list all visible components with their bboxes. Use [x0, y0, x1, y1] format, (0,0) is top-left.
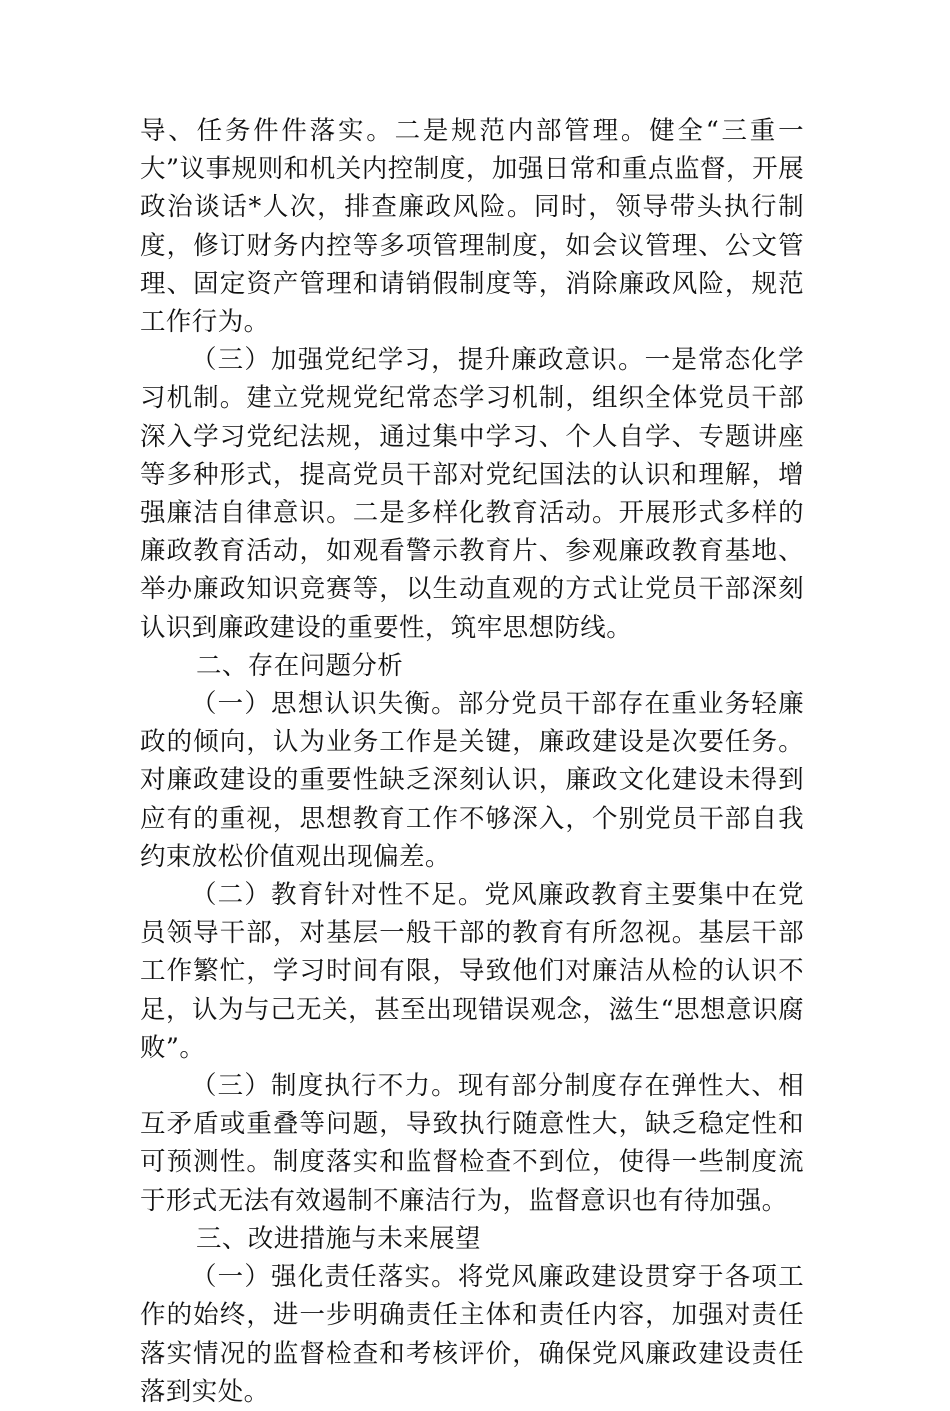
paragraph-party-discipline-study: （三）加强党纪学习，提升廉政意识。一是常态化学习机制。建立党规党纪常态学习机制，组织全体党员干部深入学习党纪法规，通过集中学习、个人自学、专题讲座等多种形式，提高党员干部对党纪国法的认识和理解，增强廉洁自律意识。二是多样化教育活动。开展形式多样的廉政教育活动，如观看警示教育片、参观廉政教育基地、举办廉政知识竞赛等，以生动直观的方式让党员干部深刻认识到廉政建设的重要性，筑牢思想防线。: [140, 345, 804, 643]
section-heading-problems: 二、存在问题分析: [196, 650, 404, 681]
paragraph-system-execution: （三）制度执行不力。现有部分制度存在弹性大、相互矛盾或重叠等问题，导致执行随意性大，缺乏稳定性和可预测性。制度落实和监督检查不到位，使得一些制度流于形式无法有效遏制不廉洁行为，监督意识也有待加强。: [140, 1071, 804, 1216]
document-body: [140, 112, 804, 1411]
section-heading-improvements: 三、改进措施与未来展望: [196, 1223, 481, 1254]
paragraph-responsibility: （一）强化责任落实。将党风廉政建设贯穿于各项工作的始终，进一步明确责任主体和责任内容，加强对责任落实情况的监督检查和考核评价，确保党风廉政建设责任落到实处。: [140, 1262, 804, 1407]
paragraph-continuation: 导、任务件件落实。二是规范内部管理。健全“三重一大”议事规则和机关内控制度，加强日常和重点监督，开展政治谈话*人次，排查廉政风险。同时，领导带头执行制度，修订财务内控等多项管理制度，如会议管理、公文管理、固定资产管理和请销假制度等，消除廉政风险，规范工作行为。: [140, 116, 804, 338]
paragraph-ideological-imbalance: （一）思想认识失衡。部分党员干部存在重业务轻廉政的倾向，认为业务工作是关键，廉政建设是次要任务。对廉政建设的重要性缺乏深刻认识，廉政文化建设未得到应有的重视，思想教育工作不够深入，个别党员干部自我约束放松价值观出现偏差。: [140, 689, 804, 872]
paragraph-education-targeting: （二）教育针对性不足。党风廉政教育主要集中在党员领导干部，对基层一般干部的教育有所忽视。基层干部工作繁忙，学习时间有限，导致他们对廉洁从检的认识不足，认为与己无关，甚至出现错误观念，滋生“思想意识腐败”。: [140, 880, 804, 1063]
